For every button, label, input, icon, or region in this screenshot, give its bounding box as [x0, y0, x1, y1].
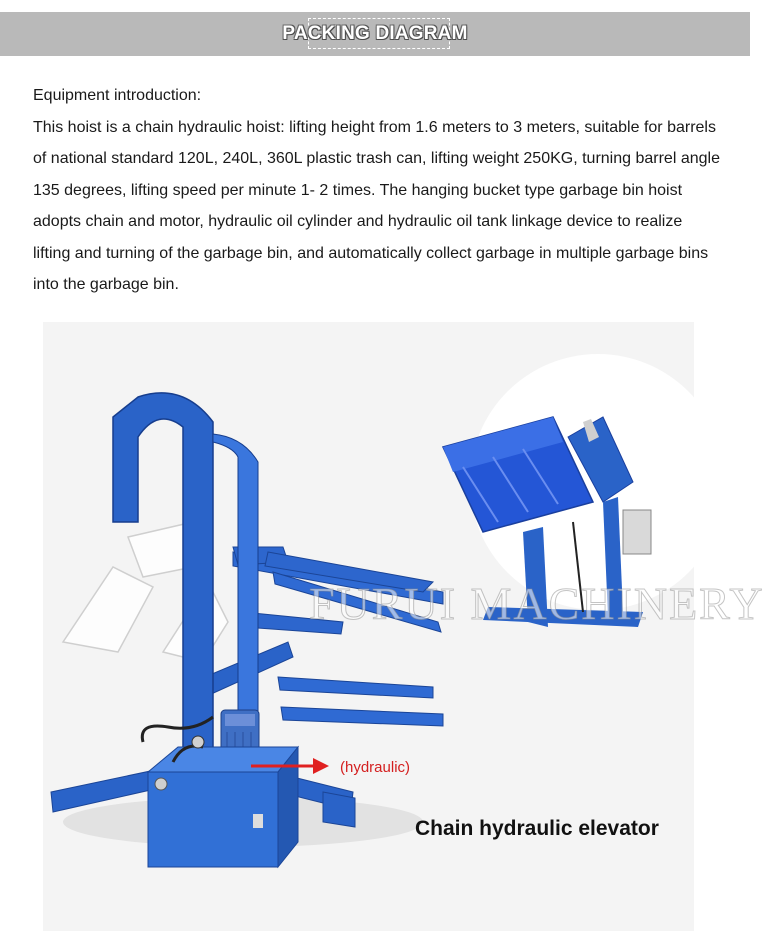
hydraulic-annotation: (hydraulic) [340, 759, 411, 776]
intro-heading: Equipment introduction: [33, 87, 202, 104]
intro-body: This hoist is a chain hydraulic hoist: lifting height from 1.6 meters to 3 meters, suitable for barrels of national standard 120L, 240L, 360L plastic trash can, lifting weight 250KG, turning barrel angle 135 degrees, lifting speed per minute 1- 2 times. The hanging bucket type garbage bin hoist adopts chain and motor, hydraulic oil cylinder and hydraulic oil tank linkage device to realize lifting and turning of the garbage bin, and automatically collect garbage in multiple garbage bins into the garbage bin. [33, 118, 720, 293]
photo-caption: Chain hydraulic elevator [415, 817, 659, 840]
banner-title: PACKING DIAGRAM [282, 23, 468, 44]
watermark-text: FURUI MACHINERY [309, 578, 765, 629]
equipment-introduction [33, 80, 723, 301]
product-photo [43, 322, 765, 931]
section-banner [0, 12, 750, 56]
